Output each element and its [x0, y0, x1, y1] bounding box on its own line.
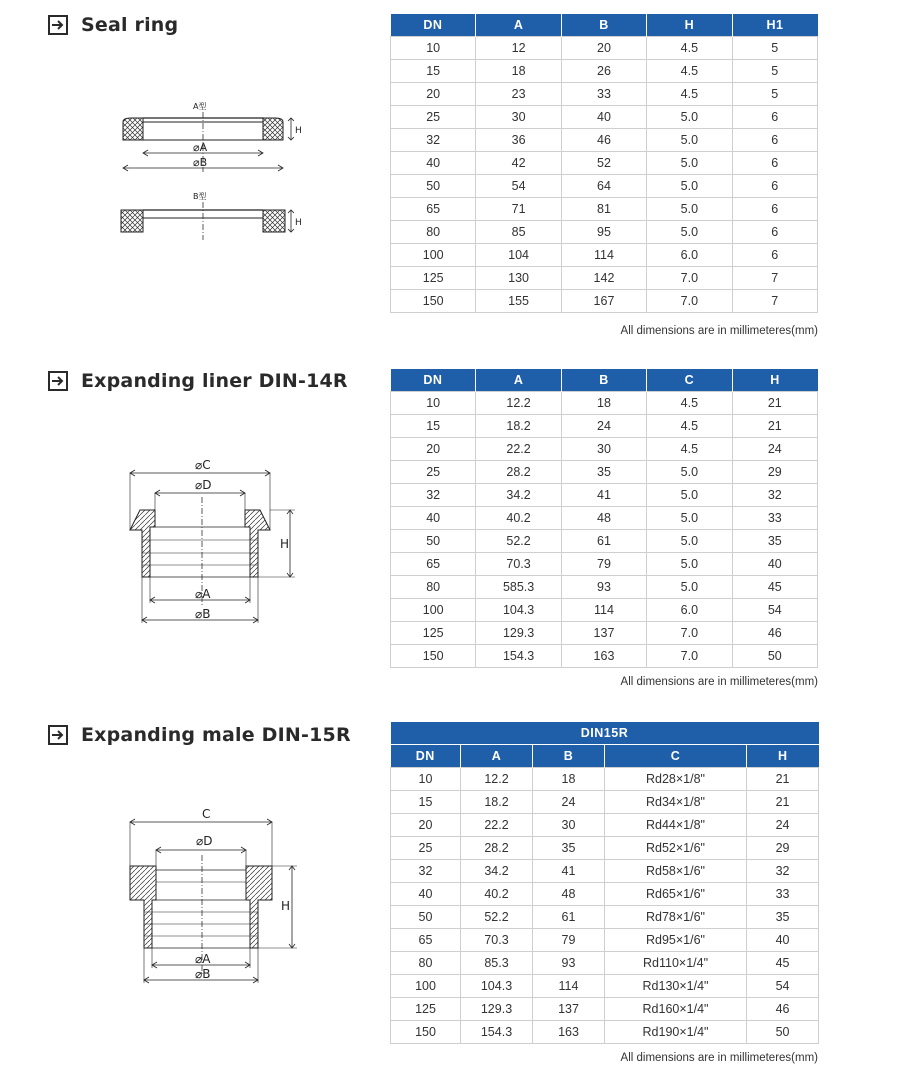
table-cell: 54 — [732, 599, 817, 622]
table-cell: 61 — [561, 530, 646, 553]
table-cell: 18 — [533, 768, 605, 791]
table-row — [391, 814, 819, 837]
table-cell: 61 — [533, 906, 605, 929]
table-cell: 18 — [476, 60, 561, 83]
table-cell: 7.0 — [647, 290, 732, 313]
table-cell: 7 — [732, 290, 817, 313]
table-row — [391, 129, 818, 152]
table-cell: 23 — [476, 83, 561, 106]
table-cell: 5.0 — [647, 553, 732, 576]
table-cell: 54 — [747, 975, 819, 998]
table-cell: 22.2 — [476, 438, 561, 461]
table-cell: 71 — [476, 198, 561, 221]
dim-d-label: ⌀D — [196, 834, 213, 848]
table-cell: 4.5 — [647, 438, 732, 461]
table-cell: 21 — [747, 768, 819, 791]
table-row — [391, 645, 818, 668]
table-cell: 33 — [561, 83, 646, 106]
header-h: H — [747, 745, 819, 768]
table-cell: 154.3 — [476, 645, 561, 668]
header-dn: DN — [391, 14, 476, 37]
table-cell: 4.5 — [647, 37, 732, 60]
table-cell: 10 — [391, 37, 476, 60]
table-cell: 585.3 — [476, 576, 561, 599]
table-row — [391, 83, 818, 106]
table-cell: 10 — [391, 768, 461, 791]
table-cell: 45 — [732, 576, 817, 599]
table-cell: 42 — [476, 152, 561, 175]
table-cell: 5.0 — [647, 484, 732, 507]
table-cell: 4.5 — [647, 415, 732, 438]
table-cell: 45 — [747, 952, 819, 975]
table-cell: 4.5 — [647, 83, 732, 106]
table-cell: 35 — [533, 837, 605, 860]
table-cell: 40.2 — [461, 883, 533, 906]
table-cell: 6 — [732, 175, 817, 198]
table-cell: 52.2 — [476, 530, 561, 553]
table-row — [391, 599, 818, 622]
table-cell: 104.3 — [476, 599, 561, 622]
table-cell: Rd28×1/8" — [605, 768, 747, 791]
table-cell: 35 — [732, 530, 817, 553]
table-cell: 142 — [561, 267, 646, 290]
table-cell: 34.2 — [461, 860, 533, 883]
table-cell: 50 — [391, 906, 461, 929]
dim-b-label: ⌀B — [195, 967, 211, 981]
table-row — [391, 392, 818, 415]
table-cell: 32 — [732, 484, 817, 507]
table-cell: Rd130×1/4" — [605, 975, 747, 998]
dim-b-label: ⌀B — [193, 156, 208, 169]
table-row — [391, 906, 819, 929]
section-title-seal-ring — [48, 14, 178, 36]
table-cell: 20 — [561, 37, 646, 60]
table-cell: Rd160×1/4" — [605, 998, 747, 1021]
table-cell: 129.3 — [476, 622, 561, 645]
table-row — [391, 837, 819, 860]
table-cell: 5.0 — [647, 198, 732, 221]
dimension-note: All dimensions are in millimeteres(mm) — [620, 1052, 818, 1064]
table-row — [391, 860, 819, 883]
section-title-expanding-liner — [48, 370, 348, 392]
section-title-label: Expanding male DIN-15R — [81, 724, 351, 746]
table-cell: 25 — [391, 837, 461, 860]
dim-h-label: H — [295, 126, 302, 136]
table-cell: 18.2 — [476, 415, 561, 438]
table-cell: 6 — [732, 152, 817, 175]
table-cell: 150 — [391, 1021, 461, 1044]
table-cell: 93 — [533, 952, 605, 975]
table-cell: 24 — [747, 814, 819, 837]
table-cell: 22.2 — [461, 814, 533, 837]
table-cell: 28.2 — [476, 461, 561, 484]
table-cell: 20 — [391, 814, 461, 837]
header-a: A — [476, 369, 561, 392]
table-cell: 50 — [747, 1021, 819, 1044]
table-cell: 5.0 — [647, 129, 732, 152]
table-cell: 93 — [561, 576, 646, 599]
table-cell: 79 — [533, 929, 605, 952]
table-cell: 50 — [391, 530, 476, 553]
table-cell: 30 — [476, 106, 561, 129]
header-h: H — [732, 369, 817, 392]
table-cell: 5 — [732, 60, 817, 83]
table-cell: 5.0 — [647, 221, 732, 244]
table-cell: 114 — [533, 975, 605, 998]
table-cell: 35 — [561, 461, 646, 484]
table-cell: 79 — [561, 553, 646, 576]
table-cell: 28.2 — [461, 837, 533, 860]
table-cell: 150 — [391, 645, 476, 668]
table-cell: 33 — [747, 883, 819, 906]
table-cell: 46 — [732, 622, 817, 645]
table-row — [391, 576, 818, 599]
table-cell: 7.0 — [647, 267, 732, 290]
table-cell: 163 — [561, 645, 646, 668]
header-dn: DN — [391, 369, 476, 392]
table-cell: 25 — [391, 106, 476, 129]
arrow-right-box-icon — [48, 15, 68, 35]
table-cell: 163 — [533, 1021, 605, 1044]
table-row — [391, 152, 818, 175]
header-a: A — [461, 745, 533, 768]
table-cell: 12.2 — [461, 768, 533, 791]
table-row — [391, 507, 818, 530]
table-cell: 21 — [747, 791, 819, 814]
table-cell: 104 — [476, 244, 561, 267]
dim-a-label: ⌀A — [195, 587, 211, 601]
table-header-row — [391, 14, 818, 37]
table-cell: 5.0 — [647, 175, 732, 198]
arrow-right-box-icon — [48, 725, 68, 745]
table-row — [391, 198, 818, 221]
table-cell: 154.3 — [461, 1021, 533, 1044]
header-h: H — [647, 14, 732, 37]
type-a-label: A型 — [193, 102, 207, 111]
table-row — [391, 622, 818, 645]
dim-a-label: ⌀A — [193, 141, 208, 154]
table-cell: 104.3 — [461, 975, 533, 998]
table-row — [391, 952, 819, 975]
header-a: A — [476, 14, 561, 37]
arrow-right-box-icon — [48, 371, 68, 391]
table-cell: 12.2 — [476, 392, 561, 415]
table-cell: 6 — [732, 221, 817, 244]
table-row — [391, 975, 819, 998]
table-banner: DIN15R — [391, 722, 819, 745]
table-cell: 29 — [747, 837, 819, 860]
table-cell: 70.3 — [461, 929, 533, 952]
table-cell: 32 — [391, 484, 476, 507]
table-header-row — [391, 369, 818, 392]
table-cell: 41 — [561, 484, 646, 507]
table-cell: 32 — [747, 860, 819, 883]
table-cell: 5 — [732, 83, 817, 106]
table-cell: 6 — [732, 244, 817, 267]
table-cell: Rd52×1/6" — [605, 837, 747, 860]
table-cell: 24 — [732, 438, 817, 461]
table-cell: 48 — [561, 507, 646, 530]
type-b-label: B型 — [193, 192, 207, 201]
dim-b-label: ⌀B — [195, 607, 211, 621]
section-title-expanding-male — [48, 724, 351, 746]
table-cell: 24 — [561, 415, 646, 438]
table-cell: 5.0 — [647, 152, 732, 175]
table-cell: 6.0 — [647, 599, 732, 622]
table-row — [391, 883, 819, 906]
table-cell: 155 — [476, 290, 561, 313]
expanding-liner-drawing — [110, 455, 310, 630]
table-cell: 4.5 — [647, 392, 732, 415]
table-cell: Rd58×1/6" — [605, 860, 747, 883]
table-cell: 46 — [747, 998, 819, 1021]
table-cell: 18 — [561, 392, 646, 415]
header-b: B — [561, 14, 646, 37]
table-cell: 15 — [391, 60, 476, 83]
table-cell: 4.5 — [647, 60, 732, 83]
table-cell: 50 — [732, 645, 817, 668]
table-cell: 6 — [732, 106, 817, 129]
table-cell: 100 — [391, 975, 461, 998]
table-row — [391, 484, 818, 507]
table-cell: 85.3 — [461, 952, 533, 975]
section-title-label: Expanding liner DIN-14R — [81, 370, 348, 392]
table-cell: 46 — [561, 129, 646, 152]
header-h1: H1 — [732, 14, 817, 37]
table-row — [391, 60, 818, 83]
table-cell: 125 — [391, 267, 476, 290]
header-dn: DN — [391, 745, 461, 768]
dim-c-label: ⌀C — [195, 458, 211, 472]
table-row — [391, 768, 819, 791]
table-cell: 137 — [533, 998, 605, 1021]
dim-h-label-b: H — [295, 218, 302, 228]
table-row — [391, 929, 819, 952]
table-cell: Rd78×1/6" — [605, 906, 747, 929]
dim-h-label: H — [281, 899, 291, 913]
header-b: B — [561, 369, 646, 392]
table-cell: 35 — [747, 906, 819, 929]
table-row — [391, 530, 818, 553]
table-cell: 32 — [391, 860, 461, 883]
table-cell: 20 — [391, 83, 476, 106]
table-cell: 18.2 — [461, 791, 533, 814]
table-cell: 100 — [391, 599, 476, 622]
table-cell: 26 — [561, 60, 646, 83]
table-row — [391, 290, 818, 313]
table-cell: 100 — [391, 244, 476, 267]
table-cell: 40 — [747, 929, 819, 952]
table-header-row — [391, 745, 819, 768]
table-cell: 125 — [391, 622, 476, 645]
seal-ring-table — [390, 14, 818, 313]
table-cell: 30 — [561, 438, 646, 461]
table-cell: 95 — [561, 221, 646, 244]
table-cell: 129.3 — [461, 998, 533, 1021]
table-cell: 30 — [533, 814, 605, 837]
table-cell: 64 — [561, 175, 646, 198]
table-row — [391, 221, 818, 244]
table-cell: Rd110×1/4" — [605, 952, 747, 975]
expanding-male-drawing — [110, 800, 310, 990]
table-cell: 12 — [476, 37, 561, 60]
table-banner-row — [391, 722, 819, 745]
table-cell: 52 — [561, 152, 646, 175]
table-cell: 125 — [391, 998, 461, 1021]
header-b: B — [533, 745, 605, 768]
table-cell: 65 — [391, 553, 476, 576]
table-cell: 40 — [391, 152, 476, 175]
table-cell: 34.2 — [476, 484, 561, 507]
dimension-note: All dimensions are in millimeteres(mm) — [620, 676, 818, 688]
table-cell: 150 — [391, 290, 476, 313]
table-cell: 10 — [391, 392, 476, 415]
table-cell: Rd34×1/8" — [605, 791, 747, 814]
table-cell: 130 — [476, 267, 561, 290]
table-cell: 32 — [391, 129, 476, 152]
table-cell: 6 — [732, 129, 817, 152]
table-row — [391, 998, 819, 1021]
table-cell: 33 — [732, 507, 817, 530]
table-cell: 6.0 — [647, 244, 732, 267]
table-cell: 167 — [561, 290, 646, 313]
table-cell: 7.0 — [647, 622, 732, 645]
table-cell: 40 — [732, 553, 817, 576]
table-cell: 21 — [732, 415, 817, 438]
table-cell: 54 — [476, 175, 561, 198]
table-row — [391, 175, 818, 198]
table-cell: 80 — [391, 952, 461, 975]
table-cell: 80 — [391, 576, 476, 599]
header-c: C — [647, 369, 732, 392]
table-cell: 20 — [391, 438, 476, 461]
table-cell: 48 — [533, 883, 605, 906]
table-row — [391, 37, 818, 60]
table-cell: 36 — [476, 129, 561, 152]
table-cell: 7 — [732, 267, 817, 290]
expanding-male-table — [390, 722, 819, 1044]
table-row — [391, 791, 819, 814]
dim-d-label: ⌀D — [195, 478, 212, 492]
table-cell: 21 — [732, 392, 817, 415]
table-cell: 41 — [533, 860, 605, 883]
table-cell: 24 — [533, 791, 605, 814]
table-cell: Rd65×1/6" — [605, 883, 747, 906]
table-cell: 5.0 — [647, 461, 732, 484]
table-cell: 5.0 — [647, 106, 732, 129]
table-cell: 137 — [561, 622, 646, 645]
table-cell: 65 — [391, 198, 476, 221]
table-cell: 40 — [391, 507, 476, 530]
table-cell: 50 — [391, 175, 476, 198]
table-cell: 40 — [391, 883, 461, 906]
table-row — [391, 106, 818, 129]
table-row — [391, 553, 818, 576]
table-cell: 85 — [476, 221, 561, 244]
table-row — [391, 244, 818, 267]
table-cell: 6 — [732, 198, 817, 221]
table-cell: 65 — [391, 929, 461, 952]
table-cell: Rd44×1/8" — [605, 814, 747, 837]
table-cell: 15 — [391, 791, 461, 814]
table-cell: 5.0 — [647, 530, 732, 553]
seal-ring-drawing — [105, 100, 315, 250]
table-cell: 114 — [561, 244, 646, 267]
expanding-liner-table — [390, 369, 818, 668]
table-cell: 40.2 — [476, 507, 561, 530]
dim-a-label: ⌀A — [195, 952, 211, 966]
dim-c-label: C — [202, 807, 211, 821]
table-cell: 25 — [391, 461, 476, 484]
table-row — [391, 438, 818, 461]
table-cell: 40 — [561, 106, 646, 129]
dimension-note: All dimensions are in millimeteres(mm) — [620, 325, 818, 337]
table-cell: 5.0 — [647, 576, 732, 599]
table-cell: 5 — [732, 37, 817, 60]
table-cell: 80 — [391, 221, 476, 244]
table-cell: Rd95×1/6" — [605, 929, 747, 952]
table-row — [391, 1021, 819, 1044]
table-row — [391, 267, 818, 290]
table-cell: 15 — [391, 415, 476, 438]
table-row — [391, 415, 818, 438]
table-cell: 29 — [732, 461, 817, 484]
section-title-label: Seal ring — [81, 14, 179, 36]
table-cell: 52.2 — [461, 906, 533, 929]
table-cell: 5.0 — [647, 507, 732, 530]
table-cell: 81 — [561, 198, 646, 221]
table-cell: Rd190×1/4" — [605, 1021, 747, 1044]
table-cell: 70.3 — [476, 553, 561, 576]
header-c: C — [605, 745, 747, 768]
table-row — [391, 461, 818, 484]
dim-h-label: H — [280, 537, 290, 551]
table-cell: 7.0 — [647, 645, 732, 668]
table-cell: 114 — [561, 599, 646, 622]
